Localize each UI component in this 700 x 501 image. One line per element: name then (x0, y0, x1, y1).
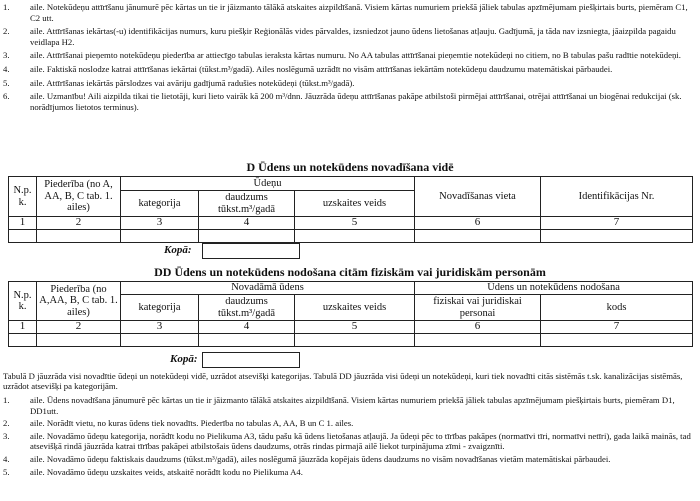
col-daudzums-header: daudzums tūkst.m³/gadā (199, 191, 295, 217)
input-cell[interactable] (121, 230, 199, 243)
input-cell[interactable] (199, 334, 295, 347)
input-cell[interactable] (37, 230, 121, 243)
col-uzskaites-header: uzskaites veids (295, 295, 415, 321)
col-np-header: N.p. k. (9, 282, 37, 321)
col-piederiba-header: Piederība (no A,AA, B, C tab. 1. ailes) (37, 282, 121, 321)
col-np-header: N.p. k. (9, 177, 37, 217)
list-item: 4. aile. Faktiskā noslodze katrai attīrīšanas iekārtai (tūkst.m³/gadā). Ailes noslēgumā uzrādīt no visām attīrīšanas iekārtām notekūdeņu daudzumu matemātiskai pārbaudei. (3, 63, 613, 74)
col-udenu-header: Ūdeņu (121, 177, 415, 191)
table-row (9, 230, 693, 243)
total-label: Kopā: (170, 353, 198, 365)
table-row: 1 2 3 4 5 6 7 (9, 217, 693, 230)
input-cell[interactable] (541, 334, 693, 347)
input-cell[interactable] (9, 230, 37, 243)
input-cell[interactable] (37, 334, 121, 347)
input-cell[interactable] (541, 230, 693, 243)
total-label: Kopā: (164, 244, 192, 256)
table-row (9, 334, 693, 347)
table-d (8, 176, 693, 243)
bottom-intro-text: Tabulā D jāuzrāda visi novadītie ūdeņi un notekūdeņi vidē, uzrādot atsevišķi kategorijas. Tabulā DD jāuzrāda visi ūdeņi un notekūdeņi, kuri tiek novadīti citās sistēmās t.sk. kanalizācijas sistēmās, uzrādot atsevišķi pa kategorijām. (3, 371, 683, 392)
col-uzskaites-header: uzskaites veids (295, 191, 415, 217)
input-cell[interactable] (9, 334, 37, 347)
input-cell[interactable] (295, 230, 415, 243)
input-cell[interactable] (415, 334, 541, 347)
table-dd (8, 281, 693, 347)
list-item: 6. aile. Uzmanību! Aili aizpilda tikai tie lietotāji, kuri lieto vairāk kā 200 m³/dnn. Jāuzrāda ūdeņu attīrīšanas pakāpe atbilstoši pirmējai attīrīšanai, otrējai attīrīšanai un biogēnai redukcijai (sk. norādījumos lietotos terminus). (3, 91, 682, 112)
col-daudzums-header: daudzums tūkst.m³/gadā (199, 295, 295, 321)
list-item: 5. aile. Novadāmo ūdeņu uzskaites veids, atskaitē norādīt kodu no Pielikuma A4. (3, 466, 303, 477)
list-item: 5. aile. Attīrīšanas iekārtās pārslodzes vai avāriju gadījumā radušies notekūdeņi (tūkst.m³/gadā). (3, 77, 355, 88)
col-novadama-header: Novadāmā ūdens (121, 282, 415, 295)
list-item: 2. aile. Norādīt vietu, no kuras ūdens tiek novadīts. Piederība no tabulas A, AA, B un C 1. ailes. (3, 418, 354, 429)
col-kategorija-header: kategorija (121, 295, 199, 321)
total-field[interactable] (202, 243, 300, 259)
table-row: 1 2 3 4 5 6 7 (9, 321, 693, 334)
list-item: 2. aile. Attīrīšanas iekārtas(-u) identifikācijas numurs, kuru piešķir Reģionālās vides pārvaldes, izsniedzot jauno ūdens lietošanas atļauju. Gadījumā, ja tāda nav izsniegta, jāaizpilda pagaidu veidlapa H2. (3, 26, 676, 47)
input-cell[interactable] (295, 334, 415, 347)
col-piederiba-header: Piederība (no A, AA, B, C tab. 1. ailes) (37, 177, 121, 217)
list-item: 4. aile. Novadāmo ūdeņu faktiskais daudzums (tūkst.m³/gadā), ailes noslēgumā jāuzrāda kopējais ūdens daudzums no visām novadīšanas vietām matemātiskai pārbaudei. (3, 453, 611, 464)
input-cell[interactable] (415, 230, 541, 243)
col-ident-header: Identifikācijas Nr. (541, 177, 693, 217)
list-item: 3. aile. Attīrīšanai pieņemto notekūdeņu piederība ar attiecīgo tabulas ieraksta kārtas numuru. No AA tabulas attīrīšanai pieņemtie notekūdeņi no citiem, no B tabulas pašu radītie notekūdeņi. (3, 50, 681, 61)
col-kategorija-header: kategorija (121, 191, 199, 217)
col-kods-header: kods (541, 295, 693, 321)
list-item: 3. aile. Novadāmo ūdeņu kategorija, norādīt kodu no Pielikuma A3, tādu pašu kā ūdens lietošanas atļaujā. Ja ūdeņi pēc to tīrības pakāpes (normatīvi tīri, normatīvi netīri), gada laikā mainās, tad atsevišķā rindā jāuzrāda katrai tīrības pakāpei atbilstošais ūdens daudzums, otrās rindas pirmajā ailē liekot turpinājuma zīmi - zvaigznīti. (3, 430, 691, 452)
col-personai-header: fiziskai vai juridiskai personai (415, 295, 541, 321)
list-item: 1. aile. Ūdens novadīšana jānumurē pēc kārtas un tie ir jāizmanto tālākā atskaites aizpildīšanā. Visiem kārtas numuriem priekšā jāliek tabulas apzīmējumam piešķirtais burts, piemēram D1, DD1utt. (3, 395, 675, 416)
input-cell[interactable] (121, 334, 199, 347)
table-d-title: D Ūdens un notekūdens novadīšana vidē (246, 160, 454, 174)
input-cell[interactable] (199, 230, 295, 243)
col-vieta-header: Novadīšanas vieta (415, 177, 541, 217)
total-field[interactable] (202, 352, 300, 368)
col-nodosana-header: Ūdens un notekūdens nodošana (415, 282, 693, 295)
table-dd-title: DD Ūdens un notekūdens nodošana citām fiziskām vai juridiskām personām (154, 265, 546, 279)
list-item: 1. aile. Notekūdeņu attīrīšanu jānumurē pēc kārtas un tie ir jāizmanto tālākā atskaites aizpildīšanā. Visiem kārtas numuriem priekšā jāliek tabulas apzīmējumam piešķirtais burts, piemēram C1, C2 utt. (3, 2, 688, 23)
top-notes-list (0, 2, 696, 115)
bottom-notes-list (0, 395, 696, 479)
